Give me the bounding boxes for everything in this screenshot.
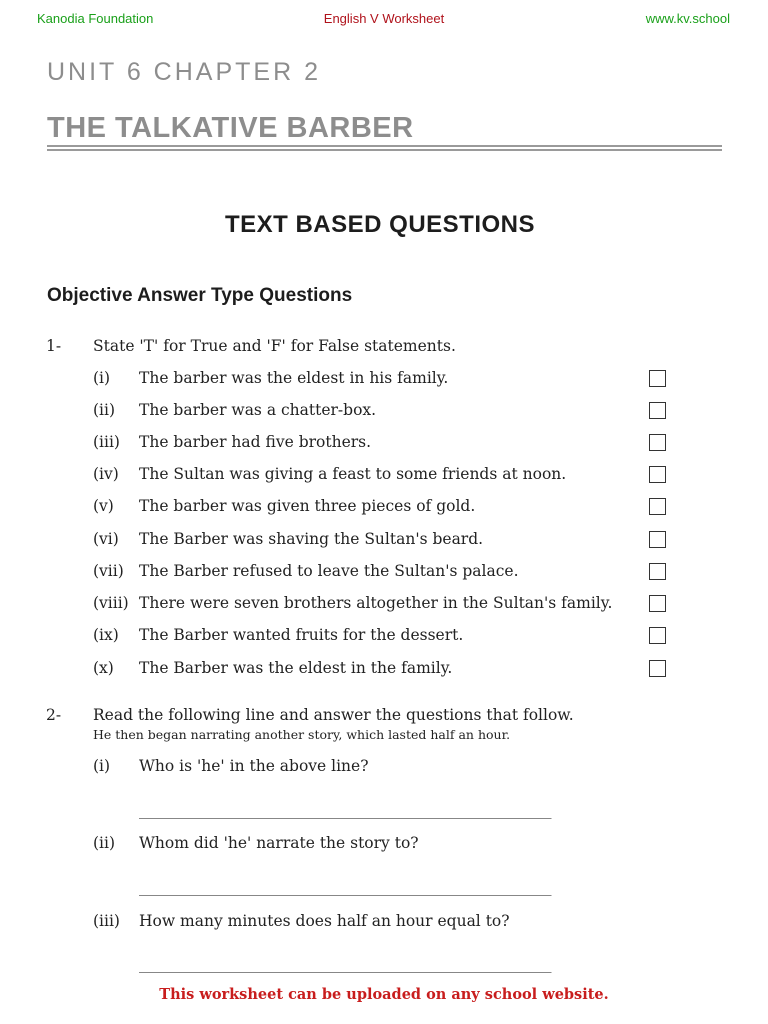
q1-item — [0, 562, 768, 586]
q1-item-statement: The barber had five brothers. — [139, 433, 372, 451]
answer-checkbox[interactable] — [649, 434, 666, 451]
q1-item — [0, 401, 768, 425]
q2-prompt: Read the following line and answer the questions that follow. — [93, 706, 574, 724]
header-center-text: English V Worksheet — [323, 11, 445, 26]
q1-item-statement: The Barber refused to leave the Sultan's palace. — [139, 562, 519, 580]
section-title: TEXT BASED QUESTIONS — [224, 211, 536, 238]
answer-line[interactable]: _______________________________________________________ — [139, 878, 552, 896]
q1-item-statement: The barber was given three pieces of gold. — [139, 497, 476, 515]
header-right-link[interactable]: www.kv.school — [645, 11, 730, 26]
q2-item — [0, 834, 768, 858]
q1-item-statement: There were seven brothers altogether in the Sultan's family. — [139, 594, 613, 612]
q2-number: 2- — [46, 706, 62, 724]
q2-item — [0, 912, 768, 936]
q1-item-statement: The Barber was shaving the Sultan's beard. — [139, 530, 484, 548]
answer-line[interactable]: _______________________________________________________ — [139, 801, 552, 819]
q1-item — [0, 465, 768, 489]
q1-item-number: (v) — [93, 497, 114, 515]
q1-item — [0, 530, 768, 554]
q2-item — [0, 757, 768, 781]
q1-item-number: (iv) — [93, 465, 119, 483]
q1-item — [0, 626, 768, 650]
q1-item-number: (ii) — [93, 401, 116, 419]
q1-item-number: (viii) — [93, 594, 129, 612]
q2-item-number: (i) — [93, 757, 111, 775]
q2-item-question: How many minutes does half an hour equal to? — [139, 912, 510, 930]
chapter-title: THE TALKATIVE BARBER — [47, 112, 414, 144]
q2-item-question: Who is 'he' in the above line? — [139, 757, 369, 775]
answer-checkbox[interactable] — [649, 531, 666, 548]
title-rule-bottom — [47, 149, 722, 151]
q1-item — [0, 369, 768, 393]
q1-item-number: (x) — [93, 659, 114, 677]
q1-item-number: (ix) — [93, 626, 119, 644]
answer-checkbox[interactable] — [649, 627, 666, 644]
q1-item — [0, 594, 768, 618]
q2-item-question: Whom did 'he' narrate the story to? — [139, 834, 419, 852]
q1-number: 1- — [46, 337, 62, 355]
q1-item-statement: The Barber wanted fruits for the dessert. — [139, 626, 464, 644]
answer-checkbox[interactable] — [649, 466, 666, 483]
q1-prompt: State 'T' for True and 'F' for False statements. — [93, 337, 456, 355]
q1-item-statement: The Barber was the eldest in the family. — [139, 659, 453, 677]
unit-label: UNIT 6 CHAPTER 2 — [47, 58, 321, 86]
q1-item — [0, 659, 768, 683]
q1-item-statement: The barber was a chatter-box. — [139, 401, 377, 419]
q2-item-number: (iii) — [93, 912, 120, 930]
q1-item-statement: The barber was the eldest in his family. — [139, 369, 449, 387]
q1-item-statement: The Sultan was giving a feast to some friends at noon. — [139, 465, 567, 483]
answer-checkbox[interactable] — [649, 402, 666, 419]
q1-item-number: (i) — [93, 369, 111, 387]
q2-quote: He then began narrating another story, which lasted half an hour. — [93, 727, 511, 742]
answer-checkbox[interactable] — [649, 660, 666, 677]
subsection-title: Objective Answer Type Questions — [47, 285, 353, 306]
answer-checkbox[interactable] — [649, 595, 666, 612]
answer-checkbox[interactable] — [649, 563, 666, 580]
q1-item-number: (vii) — [93, 562, 124, 580]
q2-item-number: (ii) — [93, 834, 116, 852]
q1-item-number: (vi) — [93, 530, 119, 548]
q1-item-number: (iii) — [93, 433, 120, 451]
q1-item — [0, 497, 768, 521]
header-left-text: Kanodia Foundation — [37, 11, 154, 26]
footer-note: This worksheet can be uploaded on any school website. — [159, 986, 609, 1003]
q1-item — [0, 433, 768, 457]
title-rule-top — [47, 145, 722, 147]
answer-line[interactable]: _______________________________________________________ — [139, 955, 552, 973]
answer-checkbox[interactable] — [649, 370, 666, 387]
answer-checkbox[interactable] — [649, 498, 666, 515]
